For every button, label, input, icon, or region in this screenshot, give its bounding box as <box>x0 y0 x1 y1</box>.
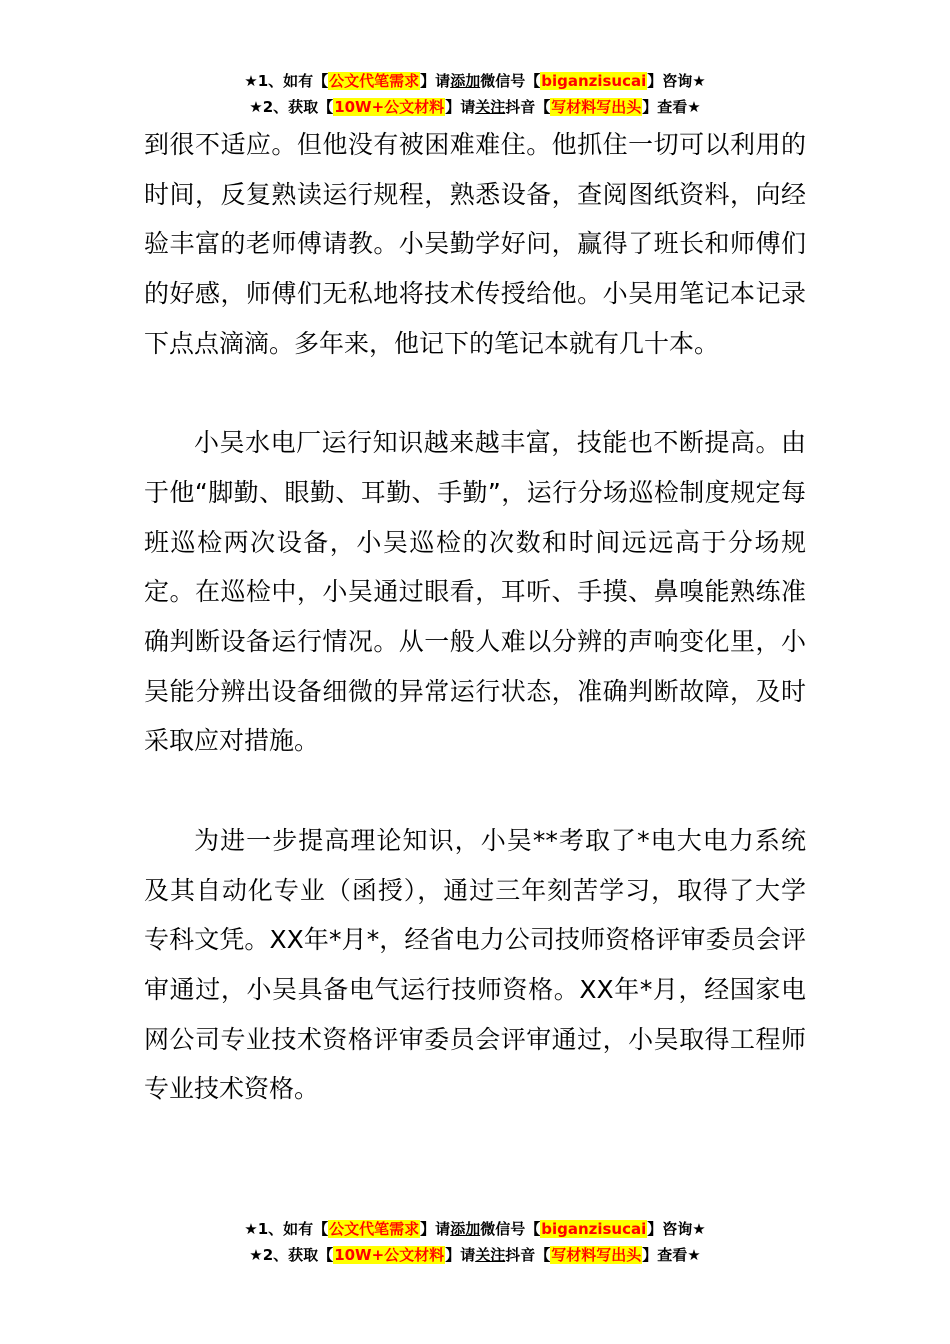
banner-douyin-id: 写材料写出头 <box>551 98 642 116</box>
banner-underlined-text: 添加 <box>450 72 481 90</box>
banner-wechat-id: biganzisucai <box>541 72 647 90</box>
banner-line-2: ★2、获取【10W+公文材料】请关注抖音【写材料写出头】查看★ <box>249 1246 701 1264</box>
paragraph: 为进一步提高理论知识，小吴**考取了*电大电力系统及其自动化专业（函授），通过三年刻苦学习，取得了大学专科文凭。XX年*月*，经省电力公司技师资格评审委员会评审通过，小吴具备电气运行技师资格。XX年*月，经国家电网公司专业技术资格评审委员会评审通过，小吴取得工程师专业技术资格。 <box>144 825 806 1104</box>
banner-underlined-text: 关注 <box>475 98 506 116</box>
document-body <box>144 120 806 1114</box>
banner-line-1: ★1、如有【公文代笔需求】请添加微信号【biganzisucai】咨询★ <box>244 72 706 90</box>
banner-line-1: ★1、如有【公文代笔需求】请添加微信号【biganzisucai】咨询★ <box>244 1220 706 1238</box>
banner-underlined-text: 添加 <box>450 1220 481 1238</box>
header-banner <box>0 68 950 120</box>
banner-highlight: 10W+公文材料 <box>334 98 445 116</box>
banner-underlined-text: 关注 <box>475 1246 506 1264</box>
paragraph: 小吴水电厂运行知识越来越丰富，技能也不断提高。由于他“脚勤、眼勤、耳勤、手勤”，运行分场巡检制度规定每班巡检两次设备，小吴巡检的次数和时间远远高于分场规定。在巡检中，小吴通过眼看，耳听、手摸、鼻嗅能熟练准确判断设备运行情况。从一般人难以分辨的声响变化里，小吴能分辨出设备细微的异常运行状态，准确判断故障，及时采取应对措施。 <box>144 428 806 756</box>
banner-highlight: 公文代笔需求 <box>329 72 420 90</box>
banner-wechat-id: biganzisucai <box>541 1220 647 1238</box>
paragraph: 到很不适应。但他没有被困难难住。他抓住一切可以利用的时间，反复熟读运行规程，熟悉设备，查阅图纸资料，向经验丰富的老师傅请教。小吴勤学好问，赢得了班长和师傅们的好感，师傅们无私地将技术传授给他。小吴用笔记本记录下点点滴滴。多年来，他记下的笔记本就有几十本。 <box>144 130 806 358</box>
footer-banner <box>0 1216 950 1268</box>
banner-line-2: ★2、获取【10W+公文材料】请关注抖音【写材料写出头】查看★ <box>249 98 701 116</box>
banner-douyin-id: 写材料写出头 <box>551 1246 642 1264</box>
banner-highlight: 公文代笔需求 <box>329 1220 420 1238</box>
banner-highlight: 10W+公文材料 <box>334 1246 445 1264</box>
